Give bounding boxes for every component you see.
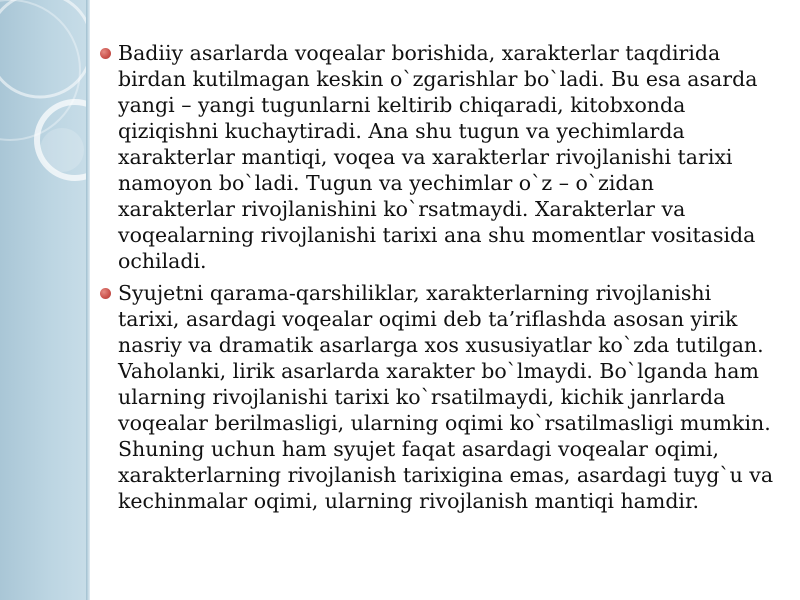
side-band-edge [86, 0, 90, 600]
side-decoration-band [0, 0, 90, 600]
bullet-text-1: Badiiy asarlarda voqealar borishida, xarakterlar taqdirida birdan kutilmagan keskin o`zgarishlar bo`ladi. Bu esa asarda yangi – yangi tugunlarni keltirib chiqaradi, kitobxonda qiziqishni kuchaytiradi. Ana shu tugun va yechimlarda xarakterlar mantiqi, voqea va xarakterlar rivojlanishi tarixi namoyon bo`ladi. Tugun va yechimlar o`z – o`zidan xarakterlar rivojlanishini ko`rsatmaydi. Xarakterlar va voqealarning rivojlanishi tarixi ana shu momentlar vositasida ochiladi. [118, 41, 758, 273]
bullet-text-2: Syujetni qarama-qarshiliklar, xarakterlarning rivojlanishi tarixi, asardagi voqealar oqimi deb ta’riflashda asosan yirik nasriy va dramatik asarlarga xos xususiyatlar ko`zda tutilgan. Vaholanki, lirik asarlarda xarakter bo`lmaydi. Bo`lganda ham ularning rivojlanishi tarixi ko`rsatilmaydi, kichik janrlarda voqealar berilmasligi, ularning oqimi ko`rsatilmasligi mumkin. Shuning uchun ham syujet faqat asardagi voqealar oqimi, xarakterlarning rivojlanish tarixigina emas, asardagi tuyg`u va kechinmalar oqimi, ularning rivojlanish mantiqi hamdir. [118, 281, 774, 513]
slide-content [96, 40, 776, 580]
decorative-circles-graphic [0, 0, 90, 600]
bullet-dot-icon [100, 48, 111, 59]
bullet-item-2 [96, 280, 776, 514]
bullet-dot-icon [100, 288, 111, 299]
bullet-item-1 [96, 40, 776, 274]
